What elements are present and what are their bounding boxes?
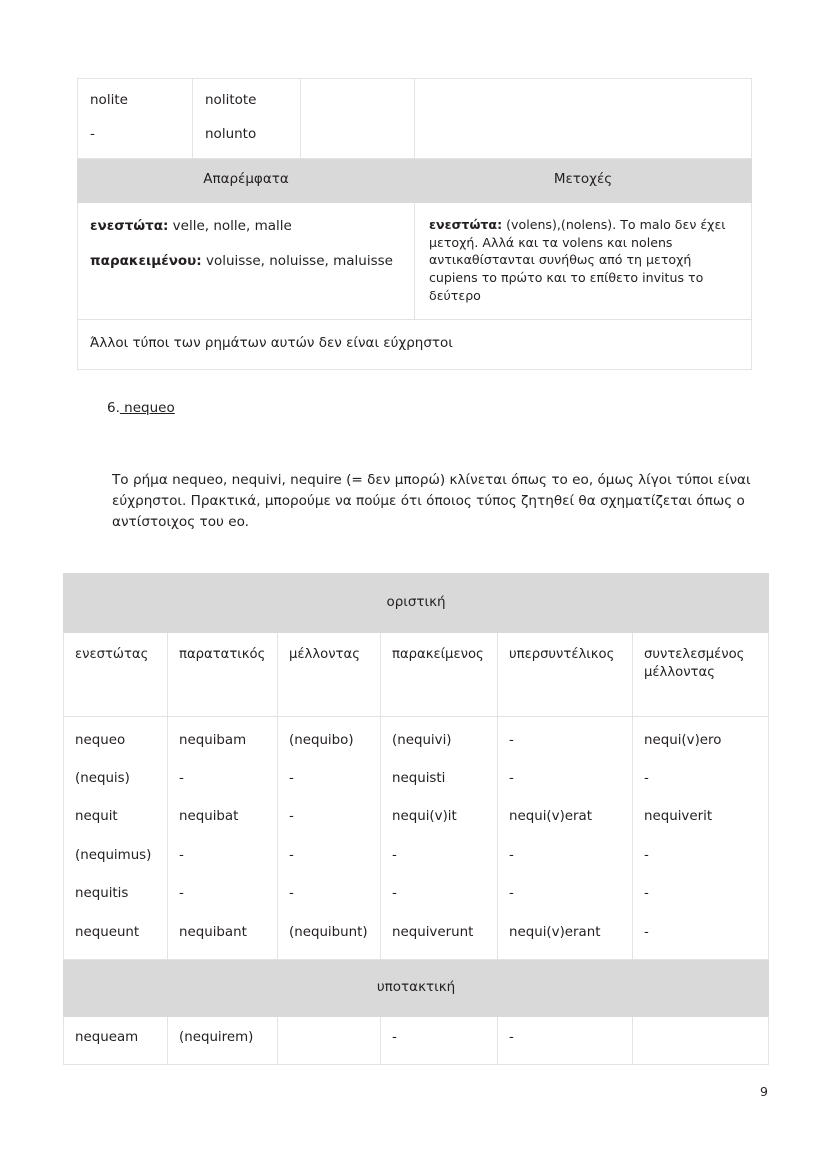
form-item: nequi(v)erat: [509, 809, 593, 825]
page-number: 9: [760, 1084, 768, 1099]
cell-note: Άλλοι τύποι των ρημάτων αυτών δεν είναι εύχρηστοι: [78, 320, 752, 370]
section-heading: [107, 400, 175, 416]
form-item: -: [179, 771, 184, 787]
column-header-future-perfect: συντελεσμένος μέλλοντας: [633, 633, 769, 717]
cell-subj-col5: -: [498, 1017, 633, 1065]
cell-imperative-col1: [78, 79, 193, 159]
form-item: -: [179, 847, 184, 863]
table-row-indicative-forms: [64, 716, 769, 959]
form-item: -: [509, 732, 514, 748]
table-row-subjunctive-forms: [64, 1017, 769, 1065]
section-title: nequeo: [119, 400, 175, 416]
cell-present-forms: [64, 716, 168, 959]
form-item: nequitis: [75, 886, 129, 902]
header-infinitives: Απαρέμφατα: [78, 159, 415, 203]
value-present-inf: velle, nolle, malle: [168, 217, 292, 234]
form-item: nequi(v)ero: [644, 732, 722, 748]
value-present-part: (volens),(nolens). Το malo δεν έχει μετοχή. Αλλά και τα volens και nolens αντικαθίστανται συνήθως από τη μετοχή cupiens το πρώτο και το επίθετο invitus το δεύτερο: [429, 216, 726, 304]
form-item: nequeo: [75, 732, 126, 748]
infinitive-present: [90, 216, 402, 236]
form-item: nequibat: [179, 809, 239, 825]
header-participles: Μετοχές: [415, 159, 752, 203]
cell-subj-imperfect: (nequirem): [168, 1017, 278, 1065]
table-row-note: [78, 320, 752, 370]
form-item: (nequibo): [289, 732, 354, 748]
form-nolunto: nolunto: [205, 125, 257, 142]
form-item: -: [644, 886, 649, 902]
form-item: -: [509, 886, 514, 902]
form-item: nequit: [75, 809, 118, 825]
cell-participles: [415, 202, 752, 319]
cell-subj-col6: [633, 1017, 769, 1065]
form-item: nequi(v)erant: [509, 924, 601, 940]
cell-future-forms: [278, 716, 381, 959]
form-item: (nequibunt): [289, 924, 368, 940]
form-nolitote: nolitote: [205, 92, 257, 108]
cell-pluperfect-forms: [498, 716, 633, 959]
table-row-subjunctive-band: [64, 960, 769, 1017]
form-item: -: [179, 886, 184, 902]
cell-subj-col4: -: [381, 1017, 498, 1065]
nequeo-conjugation-table: [63, 573, 769, 1065]
column-header-perfect: παρακείμενος: [381, 633, 498, 717]
form-item: -: [644, 847, 649, 863]
form-item: -: [289, 886, 294, 902]
cell-perfect-forms: [381, 716, 498, 959]
body-paragraph: Το ρήμα nequeo, nequivi, nequire (= δεν μπορώ) κλίνεται όπως το eo, όμως λίγοι τύποι είναι εύχρηστοι. Πρακτικά, μπορούμε να πούμε ότι όποιος τύπος ζητηθεί θα σχηματίζεται όπως ο αντίστοιχος του eo.: [112, 472, 751, 531]
table-row-indicative-band: [64, 574, 769, 633]
cell-imperative-col3: [301, 79, 415, 159]
section-number: 6.: [107, 400, 120, 416]
form-item: (nequis): [75, 771, 130, 787]
value-perfect-inf: voluisse, noluisse, maluisse: [201, 252, 393, 269]
form-item: -: [289, 771, 294, 787]
column-header-imperfect: παρατατικός: [168, 633, 278, 717]
form-item: -: [509, 847, 514, 863]
label-present-inf: ενεστώτα:: [90, 217, 169, 234]
form-item: nequi(v)it: [392, 809, 457, 825]
form-item: -: [509, 771, 514, 787]
label-present-part: ενεστώτα:: [429, 216, 503, 232]
infinitive-perfect: [90, 251, 402, 271]
form-item: (nequivi): [392, 732, 452, 748]
form-item: -: [392, 847, 397, 863]
form-item: nequiverunt: [392, 924, 474, 940]
table-row-imperative: [78, 79, 752, 159]
label-perfect-inf: παρακειμένου:: [90, 252, 202, 269]
form-item: -: [392, 886, 397, 902]
form-item: nequibam: [179, 732, 247, 748]
form-item: nequeunt: [75, 924, 140, 940]
form-item: (nequimus): [75, 847, 152, 863]
column-header-pluperfect: υπερσυντέλικος: [498, 633, 633, 717]
form-dash-1: -: [90, 125, 95, 142]
cell-subj-col3: [278, 1017, 381, 1065]
cell-imperative-col4: [415, 79, 752, 159]
column-header-future: μέλλοντας: [278, 633, 381, 717]
form-item: -: [289, 809, 294, 825]
column-header-present: ενεστώτας: [64, 633, 168, 717]
nolo-continuation-table: [77, 78, 752, 370]
form-item: nequibant: [179, 924, 247, 940]
cell-subj-present: nequeam: [64, 1017, 168, 1065]
form-item: -: [644, 924, 649, 940]
table-row-infinitives-participles: [78, 202, 752, 319]
participle-present: [429, 216, 739, 305]
form-item: nequiverit: [644, 809, 713, 825]
cell-imperative-col2: [193, 79, 301, 159]
form-item: -: [289, 847, 294, 863]
form-nolite: nolite: [90, 92, 128, 108]
table-row-column-headers: [64, 633, 769, 717]
band-subjunctive: υποτακτική: [64, 960, 769, 1017]
cell-future-perfect-forms: [633, 716, 769, 959]
band-indicative: οριστική: [64, 574, 769, 633]
table-row-band-headers: [78, 159, 752, 203]
cell-infinitives: [78, 202, 415, 319]
form-item: -: [644, 771, 649, 787]
form-item: nequisti: [392, 771, 446, 787]
cell-imperfect-forms: [168, 716, 278, 959]
